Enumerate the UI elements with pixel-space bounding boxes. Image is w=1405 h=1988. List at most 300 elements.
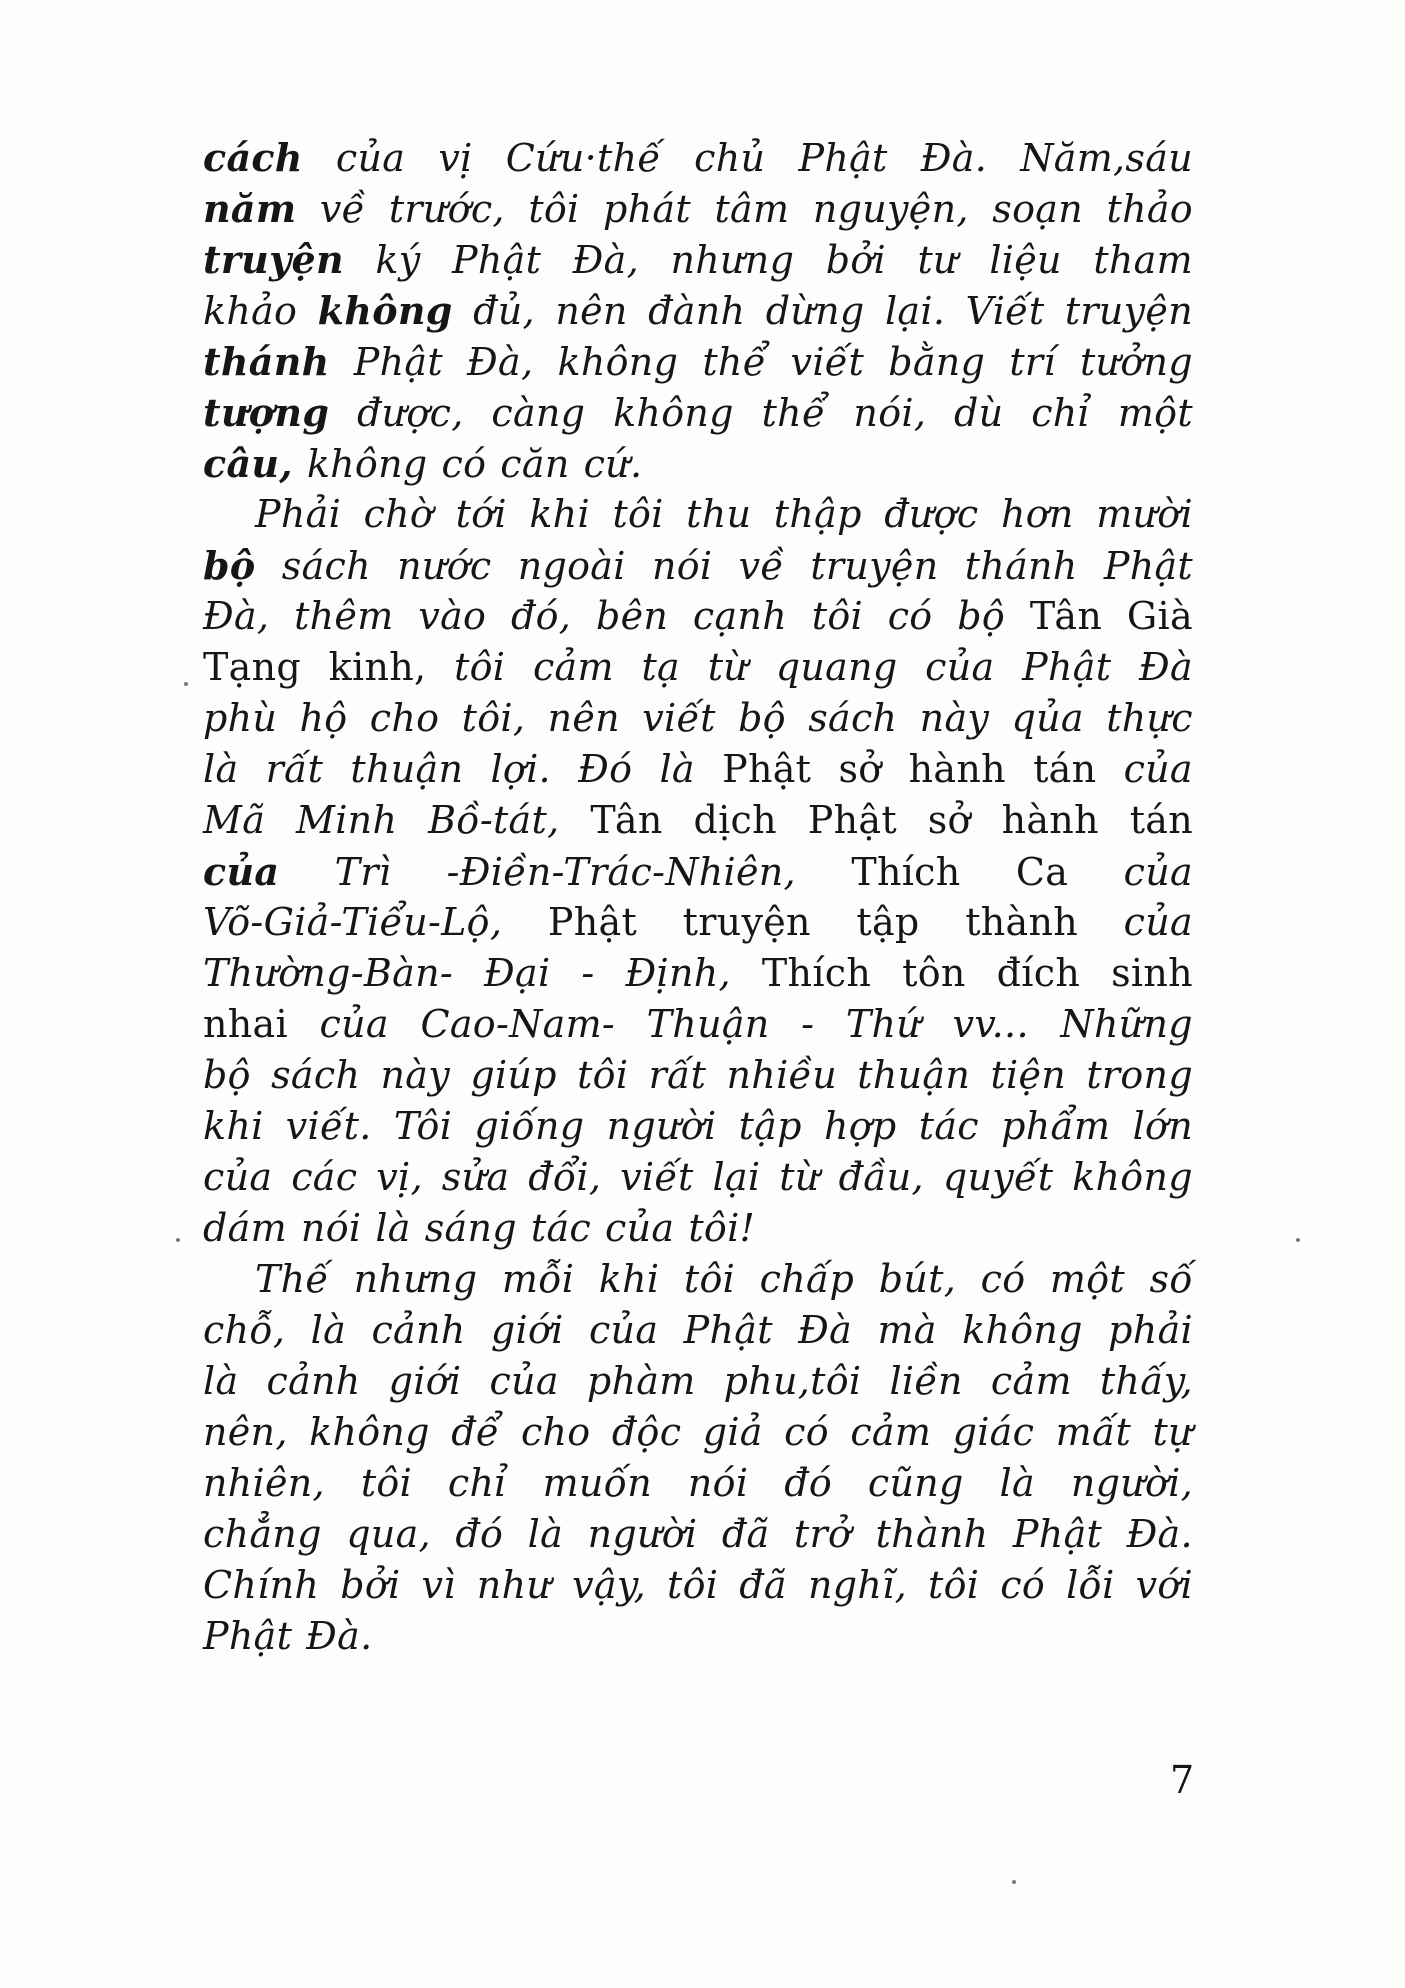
word: này (380, 1053, 451, 1097)
word: Tạng (203, 645, 301, 689)
word: mà (877, 1308, 937, 1352)
scan-speck (176, 1238, 180, 1242)
word: nhiên, (203, 1461, 325, 1505)
word: Trì (334, 850, 392, 894)
word: giới (388, 1359, 462, 1403)
word: truyện (203, 237, 344, 282)
word: nhưng (670, 238, 795, 282)
word: -Điền-Trác-Nhiên, (446, 850, 796, 894)
body-text (203, 132, 1193, 1662)
word: Phật (807, 798, 897, 842)
word: tự (1152, 1410, 1193, 1454)
word: Đại (484, 951, 551, 995)
word: liệu (989, 238, 1062, 282)
text-line (203, 132, 1193, 183)
word: về (738, 544, 785, 588)
word: không (557, 340, 679, 384)
word: Phật (203, 1614, 293, 1658)
word: muốn (542, 1461, 653, 1505)
word: là (310, 1308, 347, 1352)
word: thập (773, 492, 862, 536)
word: Phật (353, 340, 443, 384)
word: dừng (765, 289, 865, 333)
word: không (317, 288, 453, 333)
word: tưởng (1079, 340, 1193, 384)
text-line (203, 285, 1193, 336)
text-line (203, 234, 1193, 285)
word: Tân (590, 798, 663, 842)
word: cảm (532, 645, 614, 689)
word: nói (687, 1461, 749, 1505)
word: nói (300, 1206, 362, 1250)
word: chỉ (1031, 391, 1091, 435)
scan-speck (1012, 1880, 1016, 1884)
word: càng (491, 391, 586, 435)
word: thuận (857, 1053, 971, 1097)
word: thấy, (1099, 1359, 1193, 1403)
word: phù (203, 696, 278, 740)
word: Phật (1022, 645, 1112, 689)
word: có (784, 1410, 829, 1454)
word: số (1149, 1257, 1193, 1301)
text-line (203, 540, 1193, 591)
word: các (291, 1155, 358, 1199)
word: nên, (203, 1410, 288, 1454)
text-line (203, 1560, 1193, 1611)
word: trí (1009, 340, 1056, 384)
word: không (1072, 1155, 1193, 1199)
word: cảnh (371, 1308, 466, 1352)
text-line (203, 336, 1193, 387)
word: qủa (1011, 696, 1084, 740)
word: lợi. (490, 747, 551, 791)
word: liền (889, 1359, 963, 1403)
word: cũng (867, 1461, 964, 1505)
word: bằng (888, 340, 986, 384)
word: của (1123, 850, 1193, 894)
word: đó (784, 1461, 832, 1505)
word: Tân (1029, 594, 1103, 638)
word: tiện (990, 1053, 1067, 1097)
word: hộ (299, 696, 348, 740)
word: Đà. (1126, 1512, 1193, 1556)
word: có (441, 442, 487, 486)
word: khi (203, 1104, 264, 1148)
word: thể (761, 391, 826, 435)
word: truyện (810, 544, 939, 588)
word: Phật (1012, 1512, 1103, 1556)
word: tôi (360, 1461, 413, 1505)
word: vị, (376, 1155, 423, 1199)
word: cảm (850, 1410, 932, 1454)
text-line (203, 1458, 1193, 1509)
word: của (588, 1308, 659, 1352)
word: Phật (683, 1308, 773, 1352)
text-line (203, 1407, 1193, 1458)
word: tham (1093, 238, 1193, 282)
word: phàm (586, 1359, 696, 1403)
word: Thường-Bàn- (203, 951, 454, 995)
word: ngoài (517, 544, 626, 588)
word: Cứu·thế (505, 136, 662, 180)
word: vv... (952, 1002, 1029, 1046)
text-line (203, 846, 1193, 897)
word: dù (954, 391, 1004, 435)
word: là (999, 1461, 1035, 1505)
word: Mã (203, 798, 266, 842)
word: của (925, 645, 995, 689)
word: mười (1096, 492, 1193, 536)
word: có (1000, 1563, 1046, 1607)
word: giả (702, 1410, 763, 1454)
word: Phật (798, 136, 888, 180)
word: đành (648, 289, 746, 333)
scan-speck (1296, 1238, 1300, 1242)
word: không (962, 1308, 1083, 1352)
word: độc (611, 1410, 682, 1454)
word: cạnh (692, 594, 787, 638)
word: là (375, 1206, 411, 1250)
word: bộ (203, 543, 256, 588)
word: của (489, 1359, 559, 1403)
word: được (884, 492, 979, 536)
text-line (203, 1203, 1193, 1254)
word: nguyện, (812, 187, 969, 231)
word: tôi! (688, 1206, 756, 1250)
word: tôi (667, 1563, 719, 1607)
word: sở (927, 798, 971, 842)
word: Viết (965, 289, 1045, 333)
word: tác (918, 1104, 979, 1148)
word: Phải (255, 492, 342, 536)
word: lại (712, 1155, 761, 1199)
word: đầu, (838, 1155, 924, 1199)
word: phu,tôi (723, 1359, 862, 1403)
word: chẳng (203, 1512, 322, 1556)
word: chấp (759, 1257, 855, 1301)
word: viết. (285, 1104, 372, 1148)
word: hơn (1000, 492, 1074, 536)
word: được, (357, 391, 464, 435)
word: vậy, (572, 1563, 646, 1607)
text-line (203, 744, 1193, 795)
word: quang (775, 645, 898, 689)
text-line (203, 489, 1193, 540)
word: của (203, 849, 280, 894)
word: trước, (388, 187, 505, 231)
word: Đà, (572, 238, 639, 282)
word: nghĩ, (807, 1563, 907, 1607)
word: chỉ (447, 1461, 507, 1505)
word: tôi (528, 187, 580, 231)
word: cách (203, 135, 303, 180)
text-line (203, 1356, 1193, 1407)
text-line (203, 897, 1193, 948)
word: nói, (853, 391, 927, 435)
word: người (606, 1104, 717, 1148)
word: có (980, 1257, 1026, 1301)
word: Bồ-tát, (428, 798, 560, 842)
word: Thích (761, 951, 872, 995)
word: Phật (452, 238, 542, 282)
word: tôn (902, 951, 966, 995)
word: tới (455, 492, 507, 536)
word: nên (547, 696, 620, 740)
word: năm (203, 186, 297, 231)
word: tượng (203, 390, 330, 435)
word: tạ (641, 645, 681, 689)
word: giúp (470, 1053, 557, 1097)
word: phải (1108, 1308, 1193, 1352)
word: Đà (798, 1308, 853, 1352)
word: từ (779, 1155, 820, 1199)
word: sách (271, 1053, 361, 1097)
word: cho (520, 1410, 591, 1454)
word: cảm (990, 1359, 1072, 1403)
word: viết (790, 340, 865, 384)
word: để (451, 1410, 500, 1454)
word: giống (474, 1104, 585, 1148)
word: thể (702, 340, 767, 384)
scan-speck (184, 682, 188, 686)
word: tôi (612, 492, 664, 536)
word: về (319, 187, 366, 231)
word: mất (1055, 1410, 1132, 1454)
word: là (203, 747, 239, 791)
word: người (587, 1512, 698, 1556)
word: với (1135, 1563, 1193, 1607)
word: sáng (424, 1206, 517, 1250)
word: tôi (577, 1053, 629, 1097)
word: chờ (363, 492, 434, 536)
word: Đà. (306, 1614, 373, 1658)
word: ký (375, 238, 421, 282)
word: như (476, 1563, 552, 1607)
word: Chính (203, 1563, 320, 1607)
word: không (613, 391, 734, 435)
word: chỗ, (203, 1308, 286, 1352)
word: sửa (441, 1155, 510, 1199)
word: trong (1086, 1053, 1193, 1097)
word: truyện (682, 900, 811, 944)
word: qua, (346, 1512, 431, 1556)
word: tôi (811, 594, 863, 638)
word: Phật (547, 900, 638, 944)
word: sinh (1111, 951, 1193, 995)
text-line (203, 1509, 1193, 1560)
word: Đà (1138, 645, 1193, 689)
word: cảnh (266, 1359, 361, 1403)
word: giới (490, 1308, 564, 1352)
word: lại. (884, 289, 946, 333)
word: thu (686, 492, 752, 536)
word: đó, (510, 594, 572, 638)
word: Những (1060, 1002, 1193, 1046)
word: Đà, (467, 340, 534, 384)
word: rất (265, 747, 324, 791)
word: người, (1070, 1461, 1193, 1505)
word: Định, (625, 951, 731, 995)
word: của (335, 136, 406, 180)
word: dám (203, 1206, 287, 1250)
word: Ca (1015, 850, 1069, 894)
word: nên (555, 289, 628, 333)
word: nhai (203, 1002, 288, 1046)
word: tâm (714, 187, 790, 231)
word: vị (438, 136, 473, 180)
word: là (203, 1359, 239, 1403)
word: cho (369, 696, 440, 740)
word: nhưng (353, 1257, 478, 1301)
word: đích (996, 951, 1081, 995)
word: tôi, (461, 696, 526, 740)
word: truyện (1064, 289, 1193, 333)
word: Thế (255, 1257, 330, 1301)
word: thành (965, 900, 1079, 944)
word: phát (603, 187, 691, 231)
word: khi (529, 492, 590, 536)
word: Cao-Nam- (420, 1002, 616, 1046)
word: sách (808, 696, 898, 740)
word: của (1123, 900, 1193, 944)
word: tôi (454, 645, 506, 689)
word: của (605, 1206, 675, 1250)
word: có (887, 594, 933, 638)
word: một (1117, 391, 1193, 435)
word: phẩm (1001, 1104, 1111, 1148)
word: là (659, 747, 695, 791)
word: trở (793, 1512, 852, 1556)
text-line (203, 693, 1193, 744)
word: Đà, (203, 594, 270, 638)
text-line (203, 387, 1193, 438)
word: - (581, 951, 595, 995)
text-line (203, 183, 1193, 234)
text-line (203, 1254, 1193, 1305)
word: một (1049, 1257, 1125, 1301)
word: nước (397, 544, 492, 588)
word: đã (739, 1563, 787, 1607)
word: viết (620, 1155, 694, 1199)
word: tán (1129, 798, 1193, 842)
word: không (309, 1410, 430, 1454)
word: cứ. (583, 442, 643, 486)
word: bút, (878, 1257, 957, 1301)
word: bởi (340, 1563, 401, 1607)
word: chủ (694, 136, 766, 180)
word: thảo (1106, 187, 1193, 231)
page-number: 7 (1170, 1758, 1195, 1802)
word: tác (530, 1206, 592, 1250)
word: Võ-Giả-Tiểu-Lộ, (203, 900, 503, 944)
word: hợp (823, 1104, 897, 1148)
word: mỗi (501, 1257, 575, 1301)
word: lớn (1132, 1104, 1193, 1148)
word: Thứ (845, 1002, 922, 1046)
word: lỗi (1066, 1563, 1115, 1607)
text-line (203, 1101, 1193, 1152)
word: soạn (992, 187, 1083, 231)
word: - (801, 1002, 815, 1046)
word: hành (908, 747, 1006, 791)
word: của (1123, 747, 1193, 791)
word: đủ, (473, 289, 535, 333)
text-line (203, 999, 1193, 1050)
word: đã (721, 1512, 770, 1556)
word: tư (917, 238, 958, 282)
text-line (203, 438, 1193, 489)
word: nói (651, 544, 713, 588)
word: khảo (203, 289, 298, 333)
text-line (203, 642, 1193, 693)
word: Phật (1103, 544, 1193, 588)
text-line (203, 1050, 1193, 1101)
word: Minh (296, 798, 398, 842)
word: Thích (851, 850, 961, 894)
word: giác (952, 1410, 1035, 1454)
word: Đà. (920, 136, 988, 180)
word: là (527, 1512, 564, 1556)
word: đổi, (528, 1155, 602, 1199)
word: đó (455, 1512, 504, 1556)
word: Phật (722, 747, 812, 791)
text-line (203, 591, 1193, 642)
word: tập (856, 900, 920, 944)
word: thành (875, 1512, 989, 1556)
word: Đó (578, 747, 633, 791)
word: thánh (203, 339, 330, 384)
word: này (919, 696, 990, 740)
word: vào (418, 594, 487, 638)
word: Thuận (646, 1002, 770, 1046)
word: tôi (683, 1257, 736, 1301)
word: hành (1001, 798, 1099, 842)
word: Năm,sáu (1020, 136, 1193, 180)
word: Tôi (393, 1104, 453, 1148)
word: rất (648, 1053, 707, 1097)
word: khi (598, 1257, 660, 1301)
word: sở (838, 747, 882, 791)
word: tập (738, 1104, 802, 1148)
word: thuận (350, 747, 464, 791)
word: thánh (964, 544, 1078, 588)
word: sách (281, 544, 371, 588)
text-line (203, 1305, 1193, 1356)
word: thực (1106, 696, 1193, 740)
word: bởi (825, 238, 886, 282)
word: của (203, 1155, 273, 1199)
word: viết (642, 696, 716, 740)
word: bộ (203, 1053, 251, 1097)
text-line (203, 1152, 1193, 1203)
word: bộ (957, 594, 1006, 638)
word: bên (595, 594, 669, 638)
word: vì (421, 1563, 456, 1607)
word: câu, (203, 441, 293, 486)
word: nhiều (726, 1053, 837, 1097)
word: bộ (738, 696, 786, 740)
word: tán (1033, 747, 1097, 791)
word: từ (707, 645, 749, 689)
word: tôi (928, 1563, 980, 1607)
text-line (203, 948, 1193, 999)
word: quyết (942, 1155, 1054, 1199)
word: Già (1126, 594, 1193, 638)
word: kinh, (328, 645, 427, 689)
word: thêm (294, 594, 394, 638)
text-line (203, 1611, 1193, 1662)
word: căn (500, 442, 570, 486)
